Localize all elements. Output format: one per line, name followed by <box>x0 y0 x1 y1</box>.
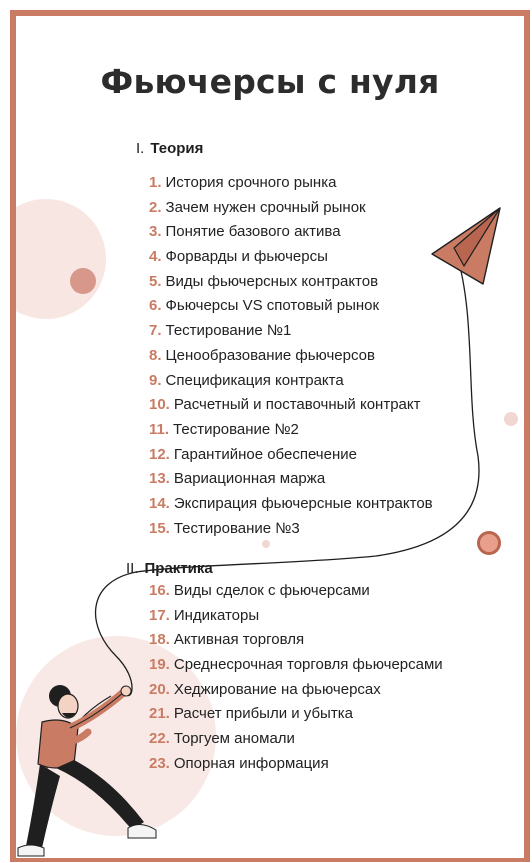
list-item <box>149 653 443 678</box>
item-text: Опорная информация <box>173 754 329 772</box>
theory-list <box>149 171 433 541</box>
list-item <box>149 579 443 604</box>
list-item <box>149 443 433 468</box>
item-text: Тестирование №2 <box>173 420 299 438</box>
item-text: Зачем нужен срочный рынок <box>165 198 366 216</box>
section-heading-practice <box>126 560 213 577</box>
item-number: 21. <box>149 705 170 723</box>
list-item <box>149 171 433 196</box>
list-item <box>149 752 443 777</box>
item-number: 5. <box>149 272 162 290</box>
item-text: Понятие базового актива <box>165 223 341 241</box>
list-item <box>149 245 433 270</box>
list-item <box>149 393 433 418</box>
item-text: Расчет прибыли и убытка <box>173 705 353 723</box>
section-heading-theory <box>136 140 203 157</box>
item-text: Форварды и фьючерсы <box>165 248 328 266</box>
item-number: 14. <box>149 494 170 512</box>
item-text: Торгуем аномали <box>173 730 295 748</box>
practice-list <box>149 579 443 777</box>
list-item <box>149 467 433 492</box>
item-number: 19. <box>149 656 170 674</box>
list-item <box>149 727 443 752</box>
list-item <box>149 294 433 319</box>
item-number: 4. <box>149 248 162 266</box>
item-text: Расчетный и поставочный контракт <box>173 396 421 414</box>
item-number: 3. <box>149 223 162 241</box>
item-text: Гарантийное обеспечение <box>173 445 357 463</box>
item-number: 16. <box>149 582 170 599</box>
item-text: Экспирация фьючерсные контрактов <box>173 494 433 512</box>
list-item <box>149 702 443 727</box>
item-number: 6. <box>149 297 162 315</box>
item-text: История срочного рынка <box>165 174 337 191</box>
list-item <box>149 604 443 629</box>
item-number: 18. <box>149 631 170 649</box>
list-item <box>149 678 443 703</box>
item-number: 2. <box>149 198 162 216</box>
page-title: Фьючерсы с нуля <box>100 62 440 101</box>
item-text: Тестирование №3 <box>173 519 300 537</box>
item-number: 8. <box>149 346 162 364</box>
item-number: 17. <box>149 606 170 624</box>
item-text: Индикаторы <box>173 606 260 624</box>
item-text: Виды сделок с фьючерсами <box>173 582 370 599</box>
section-label: Практика <box>144 560 213 577</box>
item-number: 22. <box>149 730 170 748</box>
item-number: 12. <box>149 445 170 463</box>
item-text: Среднесрочная торговля фьючерсами <box>173 656 443 674</box>
section-number: II. <box>126 560 139 577</box>
item-number: 9. <box>149 371 162 389</box>
list-item <box>149 418 433 443</box>
item-number: 13. <box>149 470 170 488</box>
item-text: Тестирование №1 <box>165 322 292 340</box>
list-item <box>149 270 433 295</box>
item-text: Спецификация контракта <box>165 371 344 389</box>
item-number: 20. <box>149 680 170 698</box>
section-label: Теория <box>150 140 204 157</box>
list-item <box>149 492 433 517</box>
item-text: Фьючерсы VS спотовый рынок <box>165 297 380 315</box>
item-text: Ценообразование фьючерсов <box>165 346 375 364</box>
item-text: Хеджирование на фьючерсах <box>173 680 381 698</box>
item-number: 11. <box>149 420 170 438</box>
section-number: I. <box>136 140 145 157</box>
paper-plane-icon <box>432 208 500 284</box>
item-text: Активная торговля <box>173 631 305 649</box>
list-item <box>149 319 433 344</box>
item-text: Виды фьючерсных контрактов <box>165 272 379 290</box>
list-item <box>149 196 433 221</box>
item-number: 10. <box>149 396 170 414</box>
list-item <box>149 344 433 369</box>
list-item <box>149 220 433 245</box>
item-number: 7. <box>149 322 162 340</box>
list-item <box>149 517 433 542</box>
item-number: 1. <box>149 174 162 191</box>
item-number: 15. <box>149 519 170 537</box>
item-text: Вариационная маржа <box>173 470 326 488</box>
item-number: 23. <box>149 754 170 772</box>
list-item <box>149 628 443 653</box>
page-frame <box>10 10 530 862</box>
list-item <box>149 369 433 394</box>
person-illustration <box>18 685 156 856</box>
